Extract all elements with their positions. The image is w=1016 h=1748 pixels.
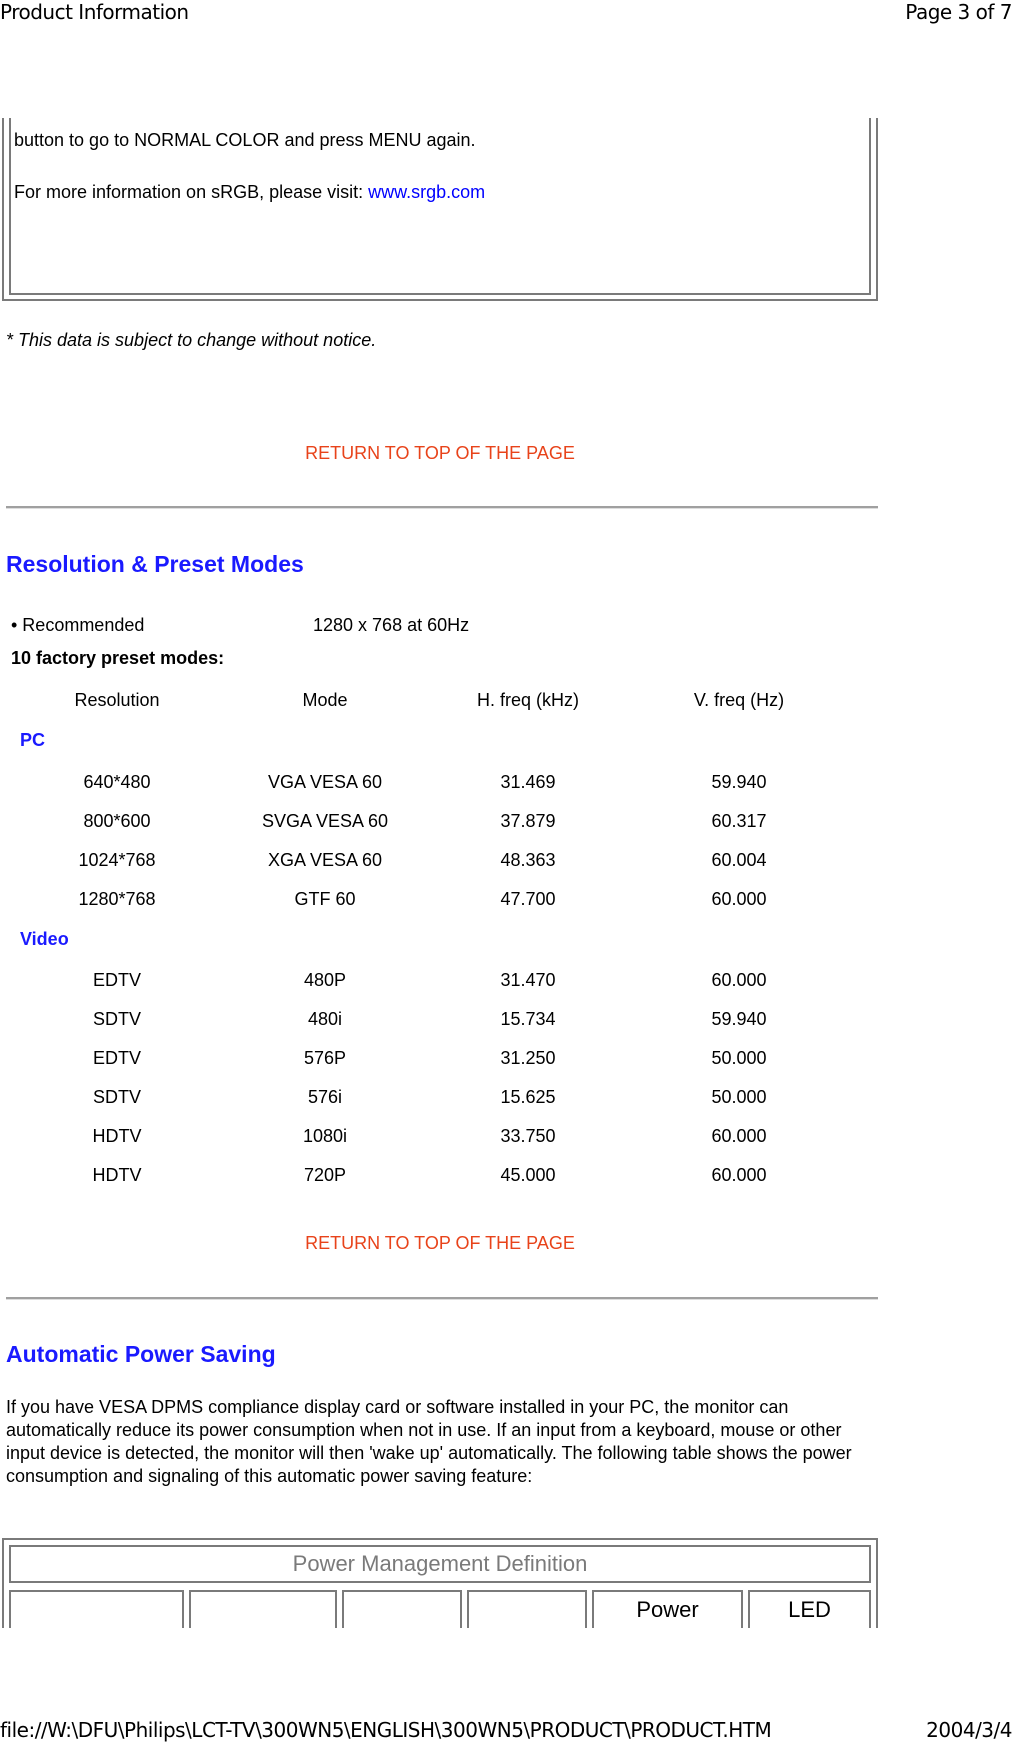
table-cell: 31.250 (500, 1048, 556, 1068)
table-cell: 60.004 (711, 850, 767, 870)
table-cell: 60.317 (711, 811, 767, 831)
table-cell: HDTV (92, 1126, 142, 1146)
return-to-top-link[interactable]: RETURN TO TOP OF THE PAGE (305, 1233, 575, 1253)
table-cell: 31.470 (500, 970, 556, 990)
srgb-instruction: button to go to NORMAL COLOR and press MENU again. (14, 130, 476, 150)
group-label-pc: PC (20, 730, 46, 750)
srgb-info-prefix: For more information on sRGB, please visit: (14, 182, 369, 202)
column-header-mode: Mode (302, 690, 348, 710)
table-cell: 33.750 (500, 1126, 556, 1146)
table-cell: SDTV (92, 1087, 141, 1107)
table-cell: 60.000 (711, 889, 767, 909)
table-cell: EDTV (92, 1048, 141, 1068)
power-table-title: Power Management Definition (9, 1545, 871, 1583)
table-cell: EDTV (92, 970, 141, 990)
srgb-info-line (14, 182, 485, 203)
column-header-vfreq: V. freq (Hz) (693, 690, 785, 710)
table-cell: GTF 60 (294, 889, 356, 909)
print-date: 2004/3/4 (926, 1718, 1012, 1742)
change-notice: * This data is subject to change without notice. (6, 330, 377, 350)
column-header-resolution: Resolution (74, 690, 160, 710)
divider (6, 506, 878, 509)
table-cell: 50.000 (711, 1048, 767, 1068)
table-cell: 50.000 (711, 1087, 767, 1107)
table-cell: SVGA VESA 60 (261, 811, 389, 831)
table-cell: HDTV (92, 1165, 142, 1185)
return-to-top-link[interactable]: RETURN TO TOP OF THE PAGE (305, 443, 575, 463)
power-table-header-cell (189, 1590, 337, 1628)
resolution-section-title: Resolution & Preset Modes (6, 551, 304, 577)
power-table-header-cell (342, 1590, 462, 1628)
table-cell: 47.700 (500, 889, 556, 909)
recommended-label: • Recommended (11, 615, 145, 635)
power-section-title: Automatic Power Saving (6, 1341, 276, 1367)
power-table-header-power: Power (592, 1590, 743, 1628)
power-saving-description: If you have VESA DPMS compliance display card or software installed in your PC, the monitor can automatically reduce its power consumption when not in use. If an input from a keyboard, mouse or other input device is detected, the monitor will then 'wake up' automatically. The following table shows the power consumption and signaling of this automatic power saving feature: (6, 1397, 852, 1486)
table-cell: 60.000 (711, 1165, 767, 1185)
table-cell: 1280*768 (78, 889, 156, 909)
group-label-video: Video (20, 929, 69, 949)
table-cell: SDTV (92, 1009, 141, 1029)
table-cell: 640*480 (83, 772, 151, 792)
recommended-value: 1280 x 768 at 60Hz (313, 615, 470, 635)
power-table-header-led: LED (748, 1590, 871, 1628)
table-cell: 576P (303, 1048, 347, 1068)
file-path: file://W:\DFU\Philips\LCT-TV\300WN5\ENGLISH\300WN5\PRODUCT\PRODUCT.HTM (0, 1718, 772, 1742)
table-cell: 48.363 (500, 850, 556, 870)
table-cell: 37.879 (500, 811, 556, 831)
table-cell: 800*600 (83, 811, 151, 831)
table-cell: 15.625 (500, 1087, 556, 1107)
table-cell: 31.469 (500, 772, 556, 792)
table-cell: VGA VESA 60 (267, 772, 383, 792)
table-cell: 480i (307, 1009, 343, 1029)
divider (6, 1297, 878, 1300)
table-cell: 60.000 (711, 1126, 767, 1146)
table-cell: 15.734 (500, 1009, 556, 1029)
page-header-title: Product Information (0, 0, 189, 24)
power-table-header-cell (467, 1590, 587, 1628)
table-cell: 720P (303, 1165, 347, 1185)
table-cell: 1024*768 (78, 850, 156, 870)
power-table-header-cell (9, 1590, 184, 1628)
table-cell: 59.940 (711, 772, 767, 792)
table-cell: 1080i (302, 1126, 348, 1146)
table-cell: 59.940 (711, 1009, 767, 1029)
column-header-hfreq: H. freq (kHz) (476, 690, 579, 710)
table-cell: 45.000 (500, 1165, 556, 1185)
page-number: Page 3 of 7 (905, 0, 1012, 24)
factory-modes-label: 10 factory preset modes: (11, 648, 225, 668)
table-cell: 60.000 (711, 970, 767, 990)
table-cell: 576i (307, 1087, 343, 1107)
table-cell: XGA VESA 60 (267, 850, 383, 870)
srgb-link[interactable]: www.srgb.com (368, 182, 486, 202)
table-cell: 480P (303, 970, 347, 990)
